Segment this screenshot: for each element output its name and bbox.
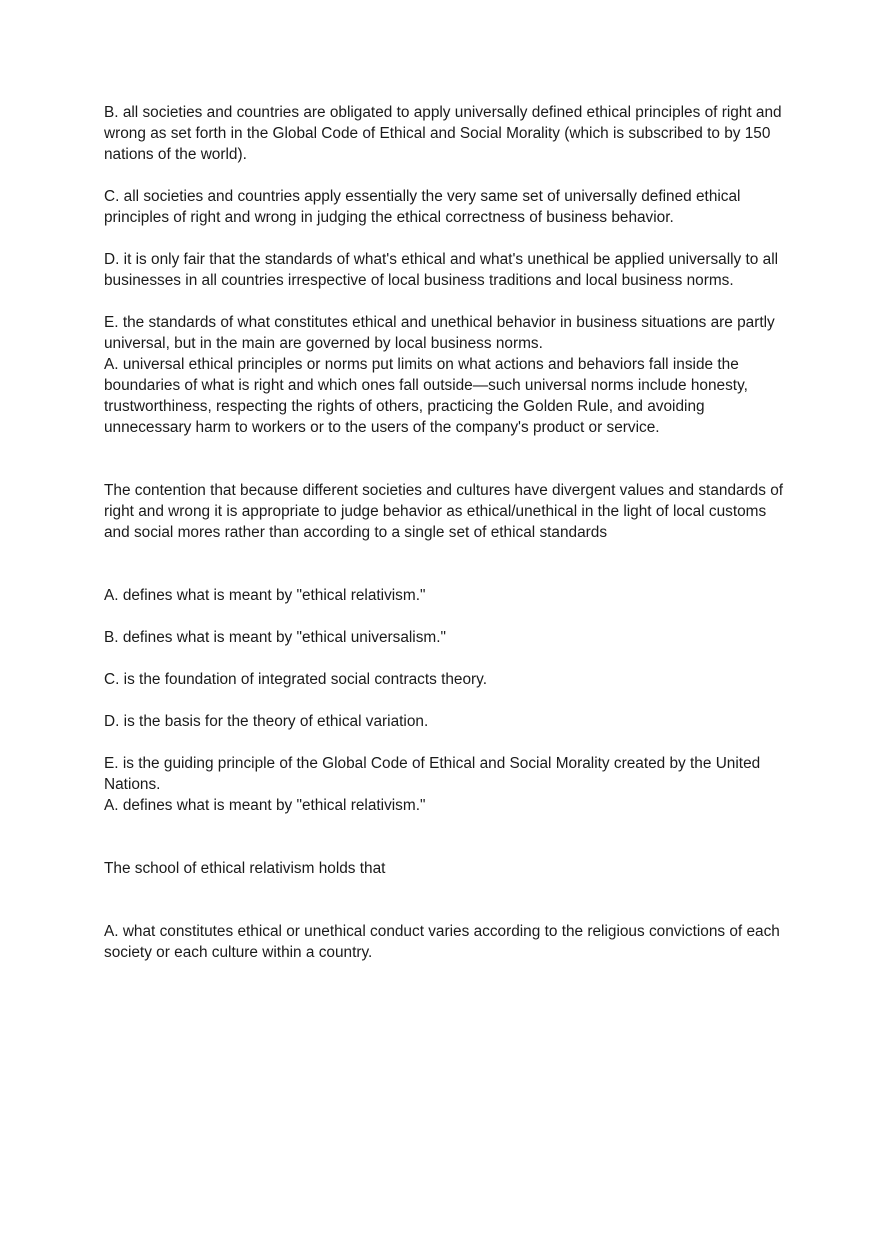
q1-option-e: E. the standards of what constitutes ethical and unethical behavior in business situations are partly universal, but in the main are governed by local business norms. [104,314,775,352]
q2-option-b: B. defines what is meant by "ethical universalism." [104,629,446,646]
q1-answer: A. universal ethical principles or norms put limits on what actions and behaviors fall inside the boundaries of what is right and which ones fall outside—such universal norms include honesty, trustworthiness, respecting the rights of others, practicing the Golden Rule, and avoiding unnecessary harm to workers or to the users of the company's product or service. [104,356,748,436]
q2-option-d: D. is the basis for the theory of ethical variation. [104,713,429,730]
q1-option-d: D. it is only fair that the standards of what's ethical and what's unethical be applied universally to all businesses in all countries irrespective of local business traditions and local business norms. [104,251,779,289]
q3-question: The school of ethical relativism holds that [104,860,386,877]
q2-answer: A. defines what is meant by "ethical relativism." [104,797,426,814]
document-body [104,102,794,963]
q2-question: The contention that because different societies and cultures have divergent values and standards of right and wrong it is appropriate to judge behavior as ethical/unethical in the light of local customs and social mores rather than according to a single set of ethical standards [104,482,784,541]
q2-option-a: A. defines what is meant by "ethical relativism." [104,587,426,604]
q2-option-c: C. is the foundation of integrated social contracts theory. [104,671,487,688]
q1-option-b: B. all societies and countries are obligated to apply universally defined ethical principles of right and wrong as set forth in the Global Code of Ethical and Social Morality (which is subscribed to by 150 nations of the world). [104,104,782,163]
q1-option-c: C. all societies and countries apply essentially the very same set of universally defined ethical principles of right and wrong in judging the ethical correctness of business behavior. [104,188,741,226]
q3-option-a: A. what constitutes ethical or unethical conduct varies according to the religious convictions of each society or each culture within a country. [104,923,780,961]
q2-option-e: E. is the guiding principle of the Global Code of Ethical and Social Morality created by the United Nations. [104,755,761,793]
